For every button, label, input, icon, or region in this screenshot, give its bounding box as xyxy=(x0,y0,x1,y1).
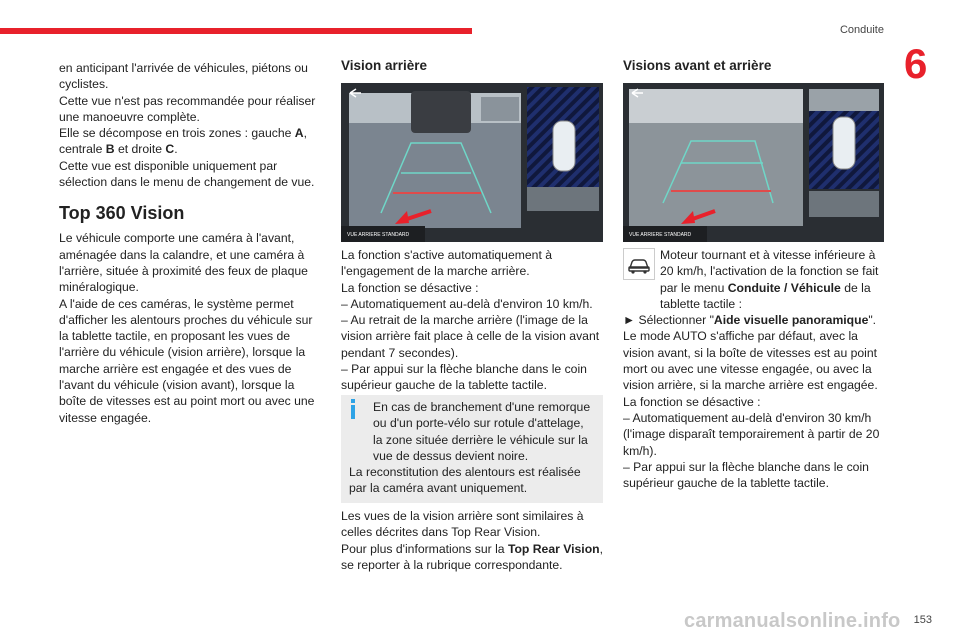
paragraph-1: Le véhicule comporte une caméra à l'avant, aménagée dans la calandre, et une caméra à l'arrière, située à proximité des feux de plaque minéralogique. xyxy=(59,231,308,295)
note-line-2: La reconstitution des alentours est réalisée par la caméra avant uniquement. xyxy=(349,465,581,496)
front-p4: La fonction se désactive : xyxy=(623,394,761,409)
zones-text: Elle se décompose en trois zones : gauche A, centrale B et droite C. xyxy=(59,126,307,157)
front-p2: ► Sélectionner "Aide visuelle panoramique". xyxy=(623,313,877,328)
section-title: Top 360 Vision xyxy=(59,203,185,224)
header-accent-bar xyxy=(0,28,472,34)
rear-p7: Pour plus d'informations sur la Top Rear Vision, se reporter à la rubrique correspondante. xyxy=(341,541,603,572)
front-rear-title: Visions avant et arrière xyxy=(623,58,772,73)
front-camera-image xyxy=(623,83,884,242)
right-column-body xyxy=(623,247,885,491)
front-p3: Le mode AUTO s'affiche par défaut, avec la vision avant, si la boîte de vitesses est au point mort ou avec une vitesse engagée, ou avec la vision arrière, si la marche arrière est engagée. xyxy=(623,329,878,393)
page-number: 153 xyxy=(913,614,932,626)
rear-vision-title: Vision arrière xyxy=(341,58,428,73)
rear-p3: – Automatiquement au-delà d'environ 10 km/h. xyxy=(341,296,593,311)
intro-line-2: Cette vue n'est pas recommandée pour réaliser une manoeuvre complète. xyxy=(59,93,316,124)
left-column xyxy=(59,60,319,426)
paragraph-2: A l'aide de ces caméras, le système permet d'afficher les alentours proches du véhicule sur la tablette tactile, en proposant les vues de l'arrière du véhicule (vision arrière), lorsque la marche arrière est engagée et des vues de l'avant du véhicule (vision avant), lorsque la boîte de vitesses est au point mort ou avec une vitesse engagée. xyxy=(59,296,315,425)
intro-line-1: en anticipant l'arrivée de véhicules, piétons ou cyclistes. xyxy=(59,61,308,92)
middle-column-heading xyxy=(341,58,603,74)
rear-p4: – Au retrait de la marche arrière (l'image de la vision arrière fait place à celle de la vision avant pendant 7 secondes). xyxy=(341,313,600,360)
info-note xyxy=(341,395,603,503)
intro-line-3: Cette vue est disponible uniquement par sélection dans le menu de changement de vue. xyxy=(59,158,315,190)
info-icon xyxy=(351,399,355,403)
chapter-number: 6 xyxy=(904,40,928,87)
front-p1: Moteur tournant et à vitesse inférieure à 20 km/h, l'activation de la fonction se fait par le menu Conduite / Véhicule de la tablette tactile : xyxy=(660,248,879,311)
rear-p6: Les vues de la vision arrière sont similaires à celles décrites dans Top Rear Vision. xyxy=(341,509,584,540)
rear-p2: La fonction se désactive : xyxy=(341,280,479,295)
watermark: carmanualsonline.info xyxy=(684,610,901,632)
front-image-caption: VUE ARRIERE STANDARD xyxy=(629,232,692,238)
right-column-heading xyxy=(623,58,885,74)
middle-column-body xyxy=(341,247,603,394)
rear-camera-image xyxy=(341,83,603,242)
rear-p1: La fonction s'active automatiquement à l'engagement de la marche arrière. xyxy=(341,248,552,279)
rear-p5: – Par appui sur la flèche blanche dans le coin supérieur gauche de la tablette tactile. xyxy=(341,362,587,393)
middle-column-footer xyxy=(341,508,603,573)
rear-image-caption: VUE ARRIERE STANDARD xyxy=(347,232,410,238)
front-p5: – Automatiquement au-delà d'environ 30 km/h (l'image disparaît temporairement à partir de 20 km/h). xyxy=(623,410,880,458)
note-line-1: En cas de branchement d'une remorque ou d'un porte-vélo sur rotule d'attelage, la zone située derrière le véhicule sur la vue de dessus devient noire. xyxy=(373,400,591,463)
section-name: Conduite xyxy=(839,24,884,36)
front-p6: – Par appui sur la flèche blanche dans le coin supérieur gauche de la tablette tactile. xyxy=(623,459,869,491)
